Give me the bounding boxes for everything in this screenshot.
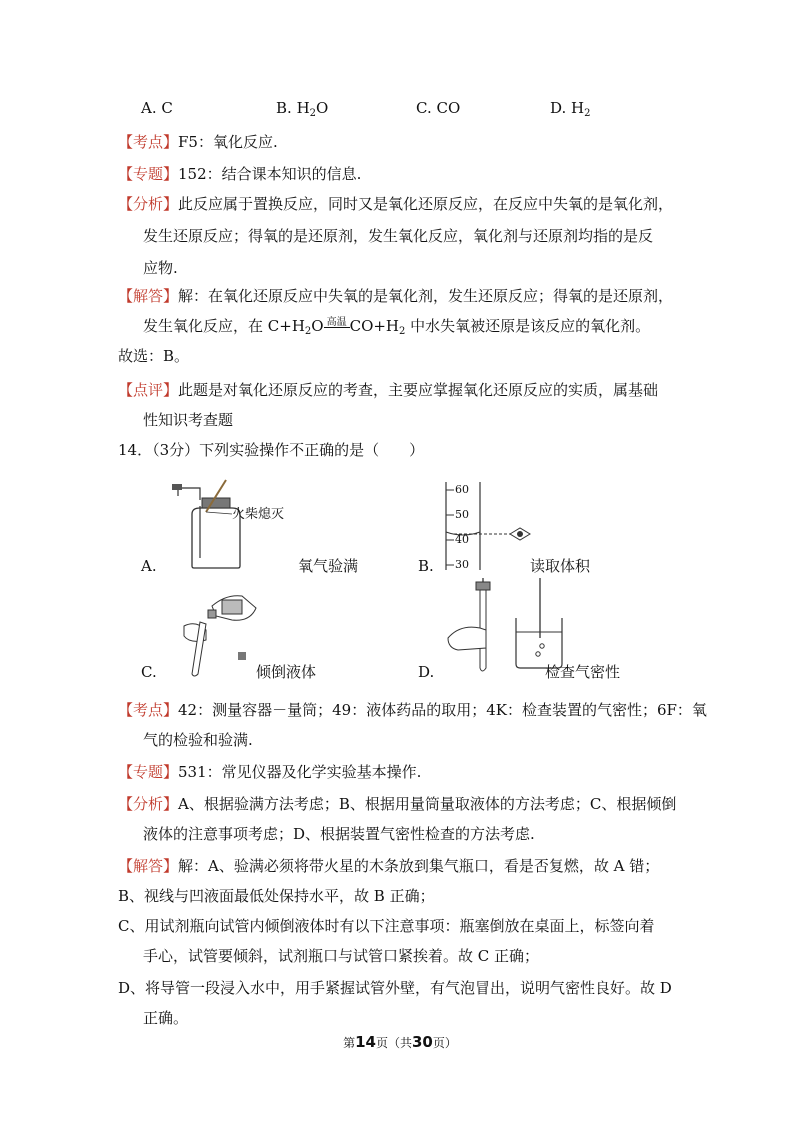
- kaodian-text: 气的检验和验满.: [143, 731, 253, 749]
- jieda-tag: 【解答】: [118, 857, 179, 875]
- formula-subscript: 2: [304, 326, 312, 337]
- option-letter: C.: [416, 99, 432, 117]
- tick-label: 50: [455, 508, 469, 521]
- jieda-text: 解：A、验满必须将带火星的木条放到集气瓶口，看是否复燃，故 A 错；: [178, 857, 660, 875]
- question-stem: 14．（3分）下列实验操作不正确的是（ ）: [118, 441, 425, 459]
- dianping-text: 此题是对氧化还原反应的考查，主要应掌握氧化还原反应的实质，属基础: [178, 381, 659, 399]
- fenxi-text: 此反应属于置换反应，同时又是氧化还原反应，在反应中失氧的是氧化剂，: [178, 195, 674, 213]
- kaodian-tag: 【考点】: [118, 133, 179, 151]
- jieda-text: 手心，试管要倾斜，试剂瓶口与试管口紧挨着。故 C 正确；: [143, 947, 540, 965]
- pouring-liquid-figure: [176, 582, 266, 678]
- jieda-text: C、用试剂瓶向试管内倾倒液体时有以下注意事项：瓶塞倒放在桌面上，标签向着: [118, 917, 655, 935]
- fenxi-text: 液体的注意事项考虑；D、根据装置气密性检查的方法考虑.: [143, 825, 535, 843]
- jieda-text: B、视线与凹液面最低处保持水平，故 B 正确；: [118, 887, 435, 905]
- zhuanti-text: 531：常见仪器及化学实验基本操作.: [178, 763, 422, 781]
- formula-part: O: [316, 99, 329, 117]
- formula-part: H: [296, 99, 310, 117]
- figure-a-annotation: 火柴熄灭: [232, 507, 285, 522]
- fenxi-text: A、根据验满方法考虑；B、根据用量筒量取液体的方法考虑；C、根据倾倒: [178, 795, 677, 813]
- option-text: [571, 99, 590, 117]
- jieda-tag: 【解答】: [118, 287, 179, 305]
- tick-label: 40: [455, 533, 469, 546]
- formula-subscript: 2: [399, 326, 406, 337]
- zhuanti-line: [118, 762, 421, 782]
- figure-d-caption: 检查气密性: [545, 663, 621, 681]
- reaction-arrow: [324, 316, 350, 336]
- formula-part: O: [311, 317, 324, 335]
- option-c: [416, 98, 460, 118]
- dianping-text: 性知识考查题: [143, 411, 234, 429]
- option-letter: B.: [276, 99, 292, 117]
- jieda-equation-line: [143, 316, 650, 336]
- fenxi-text: 发生还原反应；得氧的是还原剂，发生氧化反应，氧化剂与还原剂均指的是反: [143, 227, 654, 245]
- fenxi-line: [118, 194, 673, 214]
- zhuanti-text: 152：结合课本知识的信息.: [178, 165, 362, 183]
- jieda-text: 发生氧化反应，在 C+H: [143, 317, 305, 335]
- option-letter: A.: [141, 99, 157, 117]
- fenxi-tag: 【分析】: [118, 195, 179, 213]
- option-a: [141, 98, 173, 118]
- page-number: 14: [355, 1033, 376, 1051]
- figure-a-letter: A.: [141, 557, 157, 575]
- option-b: [276, 98, 328, 118]
- jieda-line: [118, 286, 673, 306]
- reaction-condition: 高温: [326, 317, 347, 328]
- arrow-line: [324, 327, 350, 328]
- fenxi-text: 应物.: [143, 259, 178, 277]
- page-footer: [0, 1034, 800, 1051]
- jieda-text: D、将导管一段浸入水中，用手紧握试管外壁，有气泡冒出，说明气密性良好。故 D: [118, 979, 672, 997]
- footer-text: 第: [343, 1036, 356, 1050]
- kaodian-text: 42：测量容器－量筒；49：液体药品的取用；4K：检查装置的气密性；6F：氧: [178, 701, 707, 719]
- kaodian-line: [118, 700, 707, 720]
- gas-bottle-figure: [170, 478, 310, 574]
- kaodian-tag: 【考点】: [118, 701, 179, 719]
- figure-c-caption: 倾倒液体: [256, 663, 317, 681]
- jieda-line: [118, 856, 659, 876]
- kaodian-text: F5：氧化反应.: [178, 133, 278, 151]
- dianping-tag: 【点评】: [118, 381, 179, 399]
- formula-part: CO+H: [349, 317, 400, 335]
- zhuanti-tag: 【专题】: [118, 763, 179, 781]
- figure-d-letter: D.: [418, 663, 435, 681]
- figure-b-letter: B.: [418, 557, 434, 575]
- tick-label: 60: [455, 483, 469, 496]
- zhuanti-line: [118, 164, 361, 184]
- answer-line: 故选：B。: [118, 347, 190, 365]
- jieda-text: 中水失氧被还原是该反应的氧化剂。: [405, 317, 651, 335]
- option-letter: D.: [550, 99, 567, 117]
- figure-b-caption: 读取体积: [530, 557, 591, 575]
- figure-c-letter: C.: [141, 663, 157, 681]
- jieda-text: 解：在氧化还原反应中失氧的是氧化剂，发生还原反应；得氧的是还原剂，: [178, 287, 674, 305]
- kaodian-line: [118, 132, 278, 152]
- option-text: CO: [436, 99, 461, 117]
- zhuanti-tag: 【专题】: [118, 165, 179, 183]
- footer-text: 页（共: [375, 1036, 412, 1050]
- jieda-text: 正确。: [143, 1009, 189, 1027]
- figure-a-caption: 氧气验满: [298, 557, 359, 575]
- fenxi-tag: 【分析】: [118, 795, 179, 813]
- fenxi-line: [118, 794, 676, 814]
- option-text: [297, 99, 329, 117]
- tick-label: 30: [455, 558, 469, 571]
- formula-part: H: [571, 99, 585, 117]
- formula-subscript: 2: [309, 108, 317, 119]
- footer-text: 页）: [432, 1036, 457, 1050]
- page-total: 30: [412, 1033, 433, 1051]
- option-text: C: [161, 99, 173, 117]
- option-d: [550, 98, 591, 118]
- formula-subscript: 2: [584, 108, 591, 119]
- dianping-line: [118, 380, 658, 400]
